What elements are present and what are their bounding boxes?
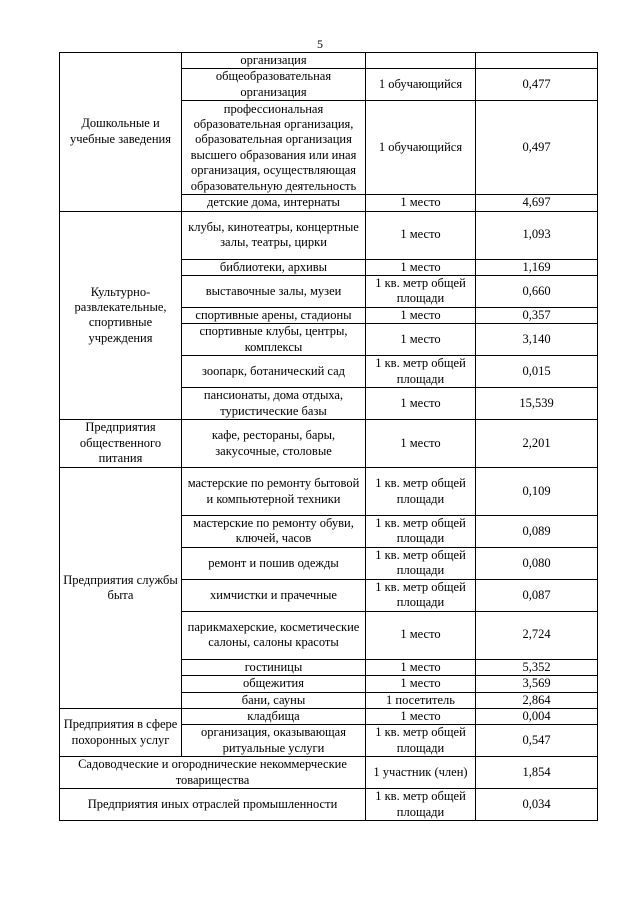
value-cell: 0,089	[476, 516, 598, 548]
value-cell: 0,034	[476, 789, 598, 821]
unit-cell: 1 место	[366, 388, 476, 420]
unit-cell: 1 место	[366, 324, 476, 356]
subcategory-cell: клубы, кинотеатры, концертные залы, театры, цирки	[182, 211, 366, 259]
group-cell: Предприятия общественного питания	[60, 420, 182, 468]
subcategory-cell: кафе, рестораны, бары, закусочные, столовые	[182, 420, 366, 468]
unit-cell: 1 место	[366, 611, 476, 659]
unit-cell: 1 место	[366, 708, 476, 724]
value-cell: 2,201	[476, 420, 598, 468]
unit-cell: 1 место	[366, 195, 476, 211]
value-cell: 0,004	[476, 708, 598, 724]
value-cell: 1,854	[476, 757, 598, 789]
subcategory-cell: зоопарк, ботанический сад	[182, 356, 366, 388]
unit-cell: 1 кв. метр общей площади	[366, 547, 476, 579]
value-cell: 3,569	[476, 676, 598, 692]
value-cell: 0,015	[476, 356, 598, 388]
unit-cell: 1 место	[366, 676, 476, 692]
value-cell	[476, 53, 598, 69]
value-cell: 4,697	[476, 195, 598, 211]
subcategory-cell: парикмахерские, косметические салоны, салоны красоты	[182, 611, 366, 659]
value-cell: 15,539	[476, 388, 598, 420]
group-cell: Дошкольные и учебные заведения	[60, 53, 182, 212]
group-cell: Предприятия в сфере похоронных услуг	[60, 708, 182, 756]
page-number: 5	[317, 37, 323, 51]
value-cell: 0,660	[476, 276, 598, 308]
value-cell: 0,087	[476, 579, 598, 611]
subcategory-cell: пансионаты, дома отдыха, туристические базы	[182, 388, 366, 420]
value-cell: 0,357	[476, 307, 598, 323]
table-row	[60, 211, 598, 259]
unit-cell: 1 кв. метр общей площади	[366, 579, 476, 611]
subcategory-cell: кладбища	[182, 708, 366, 724]
subcategory-cell: ремонт и пошив одежды	[182, 547, 366, 579]
subcategory-cell: спортивные арены, стадионы	[182, 307, 366, 323]
value-cell: 0,080	[476, 547, 598, 579]
value-cell: 0,477	[476, 69, 598, 101]
value-cell: 2,864	[476, 692, 598, 708]
subcategory-cell: выставочные залы, музеи	[182, 276, 366, 308]
unit-cell: 1 кв. метр общей площади	[366, 356, 476, 388]
table-row	[60, 708, 598, 724]
subcategory-cell: спортивные клубы, центры, комплексы	[182, 324, 366, 356]
table-row	[60, 757, 598, 789]
value-cell: 0,109	[476, 468, 598, 516]
unit-cell: 1 кв. метр общей площади	[366, 516, 476, 548]
subcategory-cell: профессиональная образовательная организация, образовательная организация высшего образования или иная организация, осуществляющая образовательную деятельность	[182, 101, 366, 195]
subcategory-cell: бани, сауны	[182, 692, 366, 708]
subcategory-cell: мастерские по ремонту обуви, ключей, часов	[182, 516, 366, 548]
unit-cell: 1 обучающийся	[366, 101, 476, 195]
subcategory-cell: организация, оказывающая ритуальные услуги	[182, 725, 366, 757]
unit-cell: 1 кв. метр общей площади	[366, 725, 476, 757]
subcategory-cell: общеобразовательная организация	[182, 69, 366, 101]
table-row	[60, 468, 598, 516]
value-cell: 3,140	[476, 324, 598, 356]
unit-cell: 1 место	[366, 659, 476, 675]
subcategory-cell: библиотеки, архивы	[182, 259, 366, 275]
group-cell: Садоводческие и огороднические некоммерческие товарищества	[60, 757, 366, 789]
unit-cell: 1 место	[366, 420, 476, 468]
value-cell: 1,093	[476, 211, 598, 259]
unit-cell: 1 место	[366, 211, 476, 259]
table-row	[60, 420, 598, 468]
unit-cell: 1 место	[366, 307, 476, 323]
value-cell: 0,497	[476, 101, 598, 195]
unit-cell	[366, 53, 476, 69]
value-cell: 0,547	[476, 725, 598, 757]
subcategory-cell: организация	[182, 53, 366, 69]
norms-table	[59, 52, 598, 821]
unit-cell: 1 посетитель	[366, 692, 476, 708]
group-cell: Предприятия службы быта	[60, 468, 182, 709]
subcategory-cell: гостиницы	[182, 659, 366, 675]
unit-cell: 1 участник (член)	[366, 757, 476, 789]
group-cell: Культурно-развлекательные, спортивные учреждения	[60, 211, 182, 419]
unit-cell: 1 место	[366, 259, 476, 275]
value-cell: 2,724	[476, 611, 598, 659]
subcategory-cell: химчистки и прачечные	[182, 579, 366, 611]
subcategory-cell: общежития	[182, 676, 366, 692]
unit-cell: 1 кв. метр общей площади	[366, 468, 476, 516]
subcategory-cell: мастерские по ремонту бытовой и компьютерной техники	[182, 468, 366, 516]
unit-cell: 1 кв. метр общей площади	[366, 789, 476, 821]
unit-cell: 1 обучающийся	[366, 69, 476, 101]
unit-cell: 1 кв. метр общей площади	[366, 276, 476, 308]
value-cell: 5,352	[476, 659, 598, 675]
table-row	[60, 789, 598, 821]
value-cell: 1,169	[476, 259, 598, 275]
subcategory-cell: детские дома, интернаты	[182, 195, 366, 211]
table-row	[60, 53, 598, 69]
group-cell: Предприятия иных отраслей промышленности	[60, 789, 366, 821]
